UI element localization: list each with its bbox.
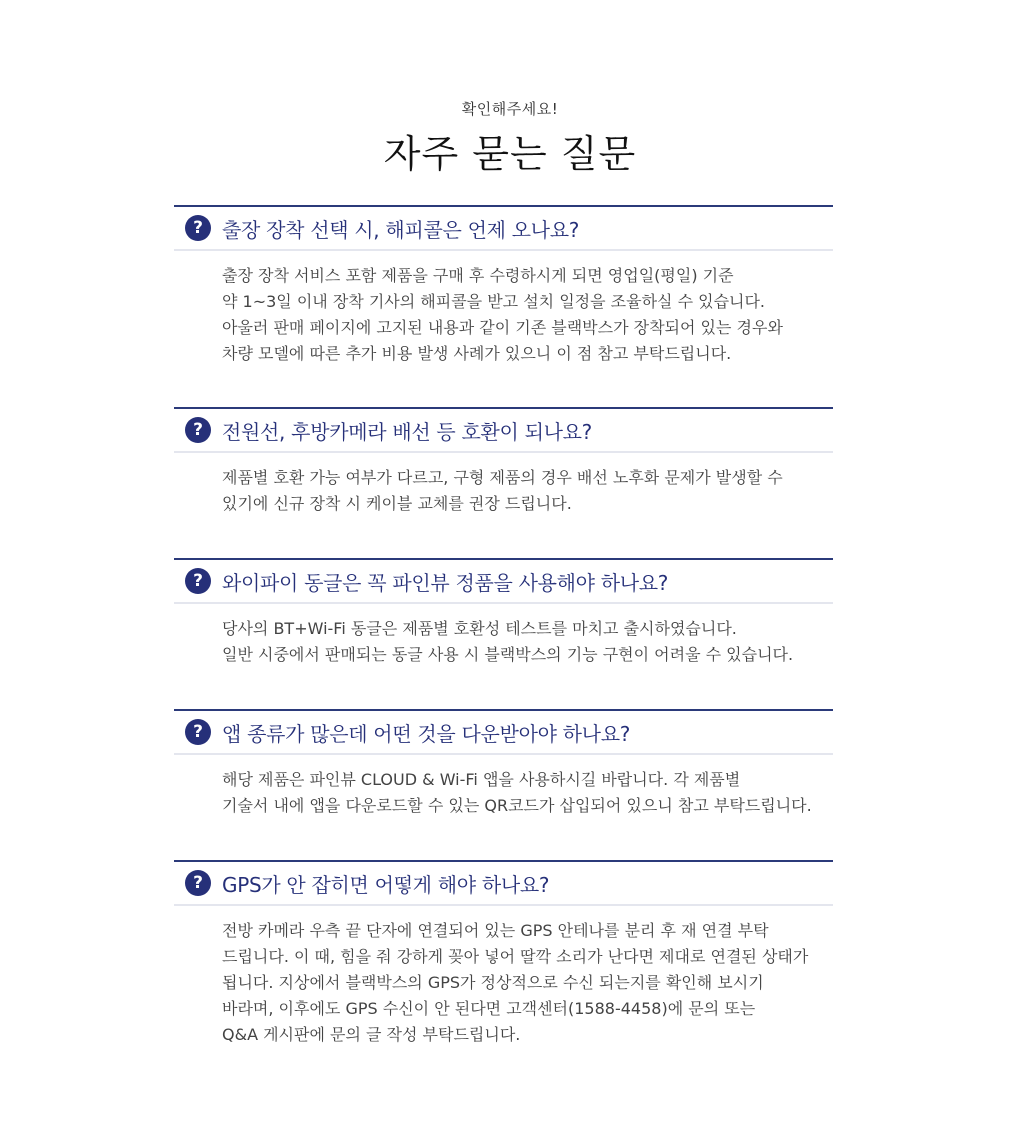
faq-question: 와이파이 동글은 꼭 파인뷰 정품을 사용해야 하나요?	[222, 570, 669, 595]
faq-answer-line: 차량 모델에 따른 추가 비용 발생 사례가 있으니 이 점 참고 부탁드립니다.	[222, 344, 732, 363]
faq-answer	[174, 918, 833, 1048]
faq-answer	[174, 465, 833, 517]
faq-question: 전원선, 후방카메라 배선 등 호환이 되나요?	[222, 419, 592, 444]
faq-answer-line: Q&A 게시판에 문의 글 작성 부탁드립니다.	[222, 1025, 521, 1044]
faq-item	[174, 558, 833, 668]
faq-question: 출장 장착 선택 시, 해피콜은 언제 오나요?	[222, 217, 580, 242]
faq-question: GPS가 안 잡히면 어떻게 해야 하나요?	[222, 872, 550, 897]
faq-item	[174, 709, 833, 819]
faq-answer	[174, 767, 833, 819]
faq-question-row	[174, 558, 833, 604]
faq-answer-line: 바라며, 이후에도 GPS 수신이 안 된다면 고객센터(1588-4458)에 문의 또는	[222, 999, 756, 1018]
faq-answer	[174, 616, 833, 668]
question-circle-icon: ?	[185, 215, 211, 241]
faq-answer-line: 출장 장착 서비스 포함 제품을 구매 후 수령하시게 되면 영업일(평일) 기준	[222, 266, 734, 285]
faq-question-row	[174, 407, 833, 453]
question-circle-icon: ?	[185, 719, 211, 745]
question-circle-icon: ?	[185, 568, 211, 594]
faq-question: 앱 종류가 많은데 어떤 것을 다운받아야 하나요?	[222, 721, 631, 746]
faq-answer-line: 해당 제품은 파인뷰 CLOUD & Wi-Fi 앱을 사용하시길 바랍니다. 각 제품별	[222, 770, 741, 789]
faq-answer-line: 제품별 호환 가능 여부가 다르고, 구형 제품의 경우 배선 노후화 문제가 발생할 수	[222, 468, 783, 487]
faq-answer-line: 약 1~3일 이내 장착 기사의 해피콜을 받고 설치 일정을 조율하실 수 있습니다.	[222, 292, 766, 311]
faq-answer-line: 있기에 신규 장착 시 케이블 교체를 권장 드립니다.	[222, 494, 572, 513]
faq-question-row	[174, 709, 833, 755]
page-subtitle: 확인해주세요!	[461, 100, 559, 118]
faq-answer-line: 아울러 판매 페이지에 고지된 내용과 같이 기존 블랙박스가 장착되어 있는 경우와	[222, 318, 783, 337]
faq-answer-line: 당사의 BT+Wi-Fi 동글은 제품별 호환성 테스트를 마치고 출시하였습니다.	[222, 619, 737, 638]
faq-answer-line: 일반 시중에서 판매되는 동글 사용 시 블랙박스의 기능 구현이 어려울 수 있습니다.	[222, 645, 794, 664]
faq-question-row	[174, 860, 833, 906]
faq-answer-line: 됩니다. 지상에서 블랙박스의 GPS가 정상적으로 수신 되는지를 확인해 보시기	[222, 973, 764, 992]
faq-question-row	[174, 205, 833, 251]
question-circle-icon: ?	[185, 417, 211, 443]
faq-header	[0, 98, 1020, 178]
faq-answer-line: 전방 카메라 우측 끝 단자에 연결되어 있는 GPS 안테나를 분리 후 재 연결 부탁	[222, 921, 769, 940]
faq-item	[174, 860, 833, 1048]
faq-answer	[174, 263, 833, 367]
faq-item	[174, 205, 833, 367]
question-circle-icon: ?	[185, 870, 211, 896]
faq-item	[174, 407, 833, 517]
faq-answer-line: 기술서 내에 앱을 다운로드할 수 있는 QR코드가 삽입되어 있으니 참고 부탁드립니다.	[222, 796, 812, 815]
faq-answer-line: 드립니다. 이 때, 힘을 줘 강하게 꽂아 넣어 딸깍 소리가 난다면 제대로 연결된 상태가	[222, 947, 809, 966]
page-title: 자주 묻는 질문	[383, 132, 637, 176]
